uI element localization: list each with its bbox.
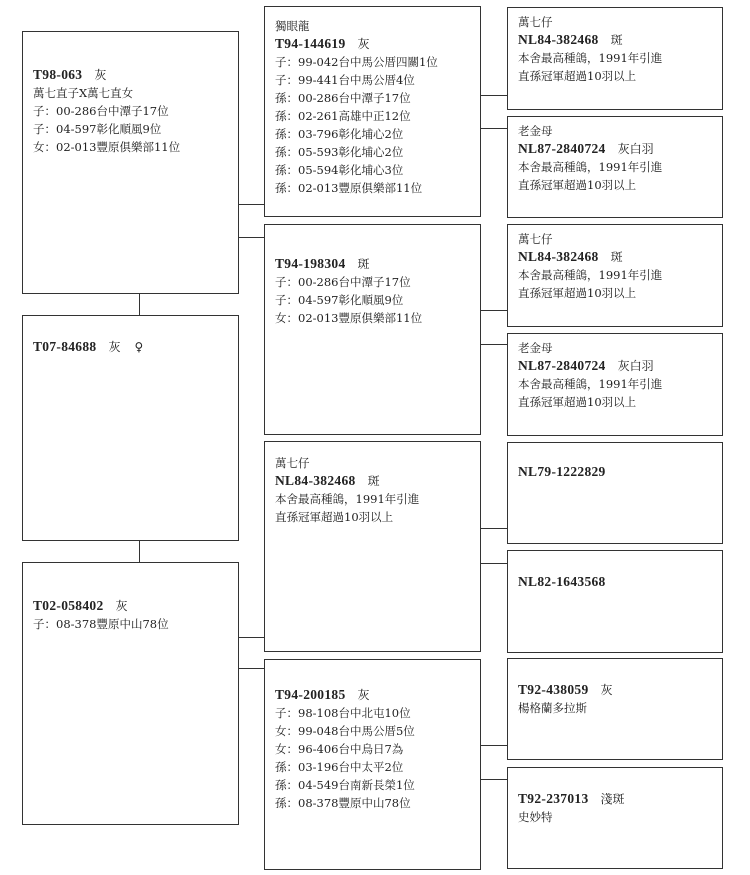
record-line: 孫：03-196台中太平2位	[275, 760, 404, 774]
record-line: 孫：05-594彰化埔心3位	[275, 163, 404, 177]
record-line: 孫：02-261高雄中正12位	[275, 109, 411, 123]
record-line: 子：00-286台中潭子17位	[33, 104, 169, 118]
connector-line	[480, 310, 507, 311]
ring-number: T94-200185	[275, 687, 346, 702]
connector-line	[238, 204, 264, 205]
ring-number: T94-198304	[275, 256, 346, 271]
record-line: 孫：04-549台南新長榮1位	[275, 778, 415, 792]
record-line: 本舍最高種鴿，1991年引進	[518, 160, 663, 174]
feather-color: 灰	[357, 37, 370, 51]
ring-number: NL84-382468	[518, 32, 599, 47]
ring-number: T07-84688	[33, 339, 97, 354]
feather-color: 斑	[610, 33, 623, 47]
connector-line	[480, 528, 507, 529]
pedigree-box-dam-sire	[264, 441, 481, 652]
record-line: 史妙特	[518, 810, 553, 824]
ring-number: T98-063	[33, 67, 83, 82]
pedigree-box-sire-dam	[264, 224, 481, 435]
feather-color: 灰	[600, 683, 613, 697]
ring-number: NL79-1222829	[518, 464, 606, 479]
pedigree-box-ancestor-bottom	[22, 562, 239, 825]
record-line: 子：04-597彰化順風9位	[33, 122, 162, 136]
record-line: 子：04-597彰化順風9位	[275, 293, 404, 307]
record-line: 直孫冠軍超過10羽以上	[518, 178, 637, 192]
record-line: 楊格蘭多拉斯	[518, 701, 587, 715]
pedigree-box-gen3-8	[507, 767, 723, 869]
record-line: 本舍最高種鴿，1991年引進	[518, 51, 663, 65]
feather-color: 灰	[115, 599, 128, 613]
feather-color: 灰	[94, 68, 107, 82]
record-line: 直孫冠軍超過10羽以上	[275, 510, 394, 524]
ring-number: NL84-382468	[275, 473, 356, 488]
feather-color: 灰	[357, 688, 370, 702]
ring-number: NL87-2840724	[518, 358, 606, 373]
connector-line	[139, 293, 140, 316]
pigeon-name: 萬七仔	[518, 15, 553, 29]
connector-line	[238, 668, 264, 669]
pedigree-box-gen3-3	[507, 224, 723, 327]
feather-color: 淺斑	[600, 792, 625, 806]
pigeon-name: 萬七仔	[275, 456, 310, 470]
ring-number: T92-237013	[518, 791, 589, 806]
record-line: 女：96-406台中烏日7為	[275, 742, 404, 756]
record-line: 孫：00-286台中潭子17位	[275, 91, 411, 105]
record-line: 孫：08-378豐原中山78位	[275, 796, 411, 810]
feather-color: 斑	[610, 250, 623, 264]
feather-color: 斑	[357, 257, 370, 271]
pedigree-box-gen3-5	[507, 442, 723, 544]
record-line: 直孫冠軍超過10羽以上	[518, 286, 637, 300]
record-line: 直孫冠軍超過10羽以上	[518, 69, 637, 83]
pedigree-box-gen3-1	[507, 7, 723, 110]
ring-number: NL84-382468	[518, 249, 599, 264]
record-line: 子：99-042台中馬公厝四關1位	[275, 55, 438, 69]
connector-line	[480, 95, 507, 96]
record-line: 本舍最高種鴿，1991年引進	[518, 377, 663, 391]
ring-number: NL82-1643568	[518, 574, 606, 589]
record-line: 子：00-286台中潭子17位	[275, 275, 411, 289]
record-line: 子：99-441台中馬公厝4位	[275, 73, 415, 87]
ring-number: T94-144619	[275, 36, 346, 51]
connector-line	[139, 540, 140, 563]
ring-number: T92-438059	[518, 682, 589, 697]
record-line: 女：99-048台中馬公厝5位	[275, 724, 415, 738]
pedigree-box-gen3-7	[507, 658, 723, 760]
pigeon-name: 獨眼龍	[275, 19, 310, 33]
connector-line	[480, 128, 507, 129]
record-line: 子：98-108台中北屯10位	[275, 706, 411, 720]
record-line: 直孫冠軍超過10羽以上	[518, 395, 637, 409]
pedigree-box-gen3-4	[507, 333, 723, 436]
connector-line	[238, 237, 264, 238]
connector-line	[480, 563, 507, 564]
record-line: 女：02-013豐原俱樂部11位	[33, 140, 181, 154]
record-line: 子：08-378豐原中山78位	[33, 617, 169, 631]
pedigree-box-sire-sire	[264, 6, 481, 217]
feather-color: 斑	[367, 474, 380, 488]
feather-color: 灰	[108, 340, 121, 354]
record-line: 女：02-013豐原俱樂部11位	[275, 311, 423, 325]
connector-line	[480, 344, 507, 345]
connector-line	[480, 745, 507, 746]
record-line: 孫：05-593彰化埔心2位	[275, 145, 404, 159]
pedigree-box-gen3-2	[507, 116, 723, 218]
record-line: 本舍最高種鴿，1991年引進	[518, 268, 663, 282]
feather-color: 灰白羽	[617, 359, 654, 373]
record-line: 萬七直子X萬七直女	[33, 86, 134, 100]
female-icon: ♀	[134, 340, 144, 354]
pedigree-box-ancestor-top	[22, 31, 239, 294]
ring-number: NL87-2840724	[518, 141, 606, 156]
record-line: 孫：03-796彰化埔心2位	[275, 127, 404, 141]
pedigree-box-gen3-6	[507, 550, 723, 653]
pigeon-name: 老金母	[518, 341, 553, 355]
record-line: 孫：02-013豐原俱樂部11位	[275, 181, 423, 195]
feather-color: 灰白羽	[617, 142, 654, 156]
pedigree-box-subject	[22, 315, 239, 541]
pigeon-name: 萬七仔	[518, 232, 553, 246]
pedigree-box-dam-dam	[264, 659, 481, 870]
connector-line	[480, 779, 507, 780]
connector-line	[238, 637, 264, 638]
record-line: 本舍最高種鴿，1991年引進	[275, 492, 420, 506]
ring-number: T02-058402	[33, 598, 104, 613]
pigeon-name: 老金母	[518, 124, 553, 138]
